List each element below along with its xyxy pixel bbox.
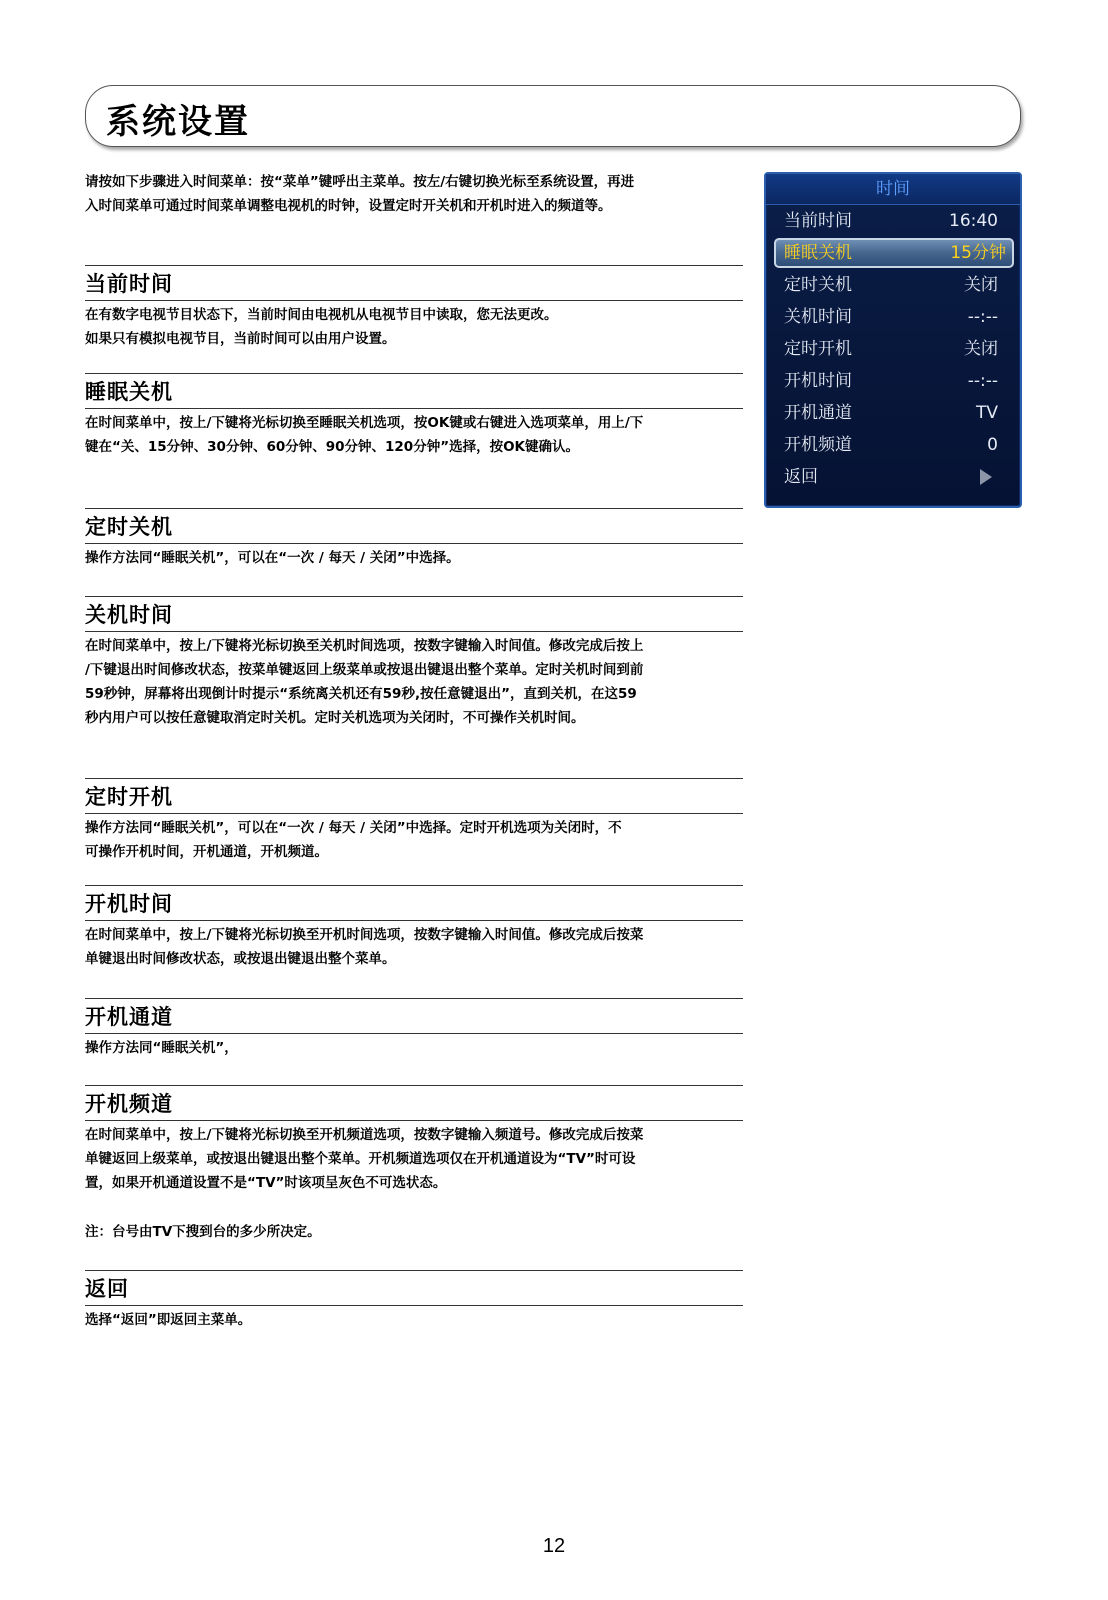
section-return	[85, 1270, 743, 1332]
section-timer-off	[85, 508, 743, 570]
section-line: /下键退出时间修改状态，按菜单键返回上级菜单或按退出键退出整个菜单。定时关机时间到前	[85, 662, 644, 678]
osd-row-value: 关闭	[964, 339, 998, 359]
section-heading: 开机通道	[85, 999, 743, 1034]
section-line: 选择“返回”即返回主菜单。	[85, 1312, 252, 1328]
osd-row-label: 返回	[784, 467, 818, 487]
osd-row-label: 定时关机	[784, 275, 852, 295]
osd-row-current-time	[774, 206, 1014, 236]
osd-row-off-time	[774, 302, 1014, 332]
section-line: 操作方法同“睡眠关机”，可以在“一次 / 每天 / 关闭”中选择。定时开机选项为关闭时，不	[85, 820, 622, 836]
note-text: 注：台号由TV下搜到台的多少所决定。	[85, 1224, 321, 1240]
page-title: 系统设置	[106, 102, 250, 142]
section-line: 单键退出时间修改状态，或按退出键退出整个菜单。	[85, 951, 396, 967]
osd-row-return	[774, 462, 1014, 492]
section-on-source	[85, 998, 743, 1060]
section-line: 在时间菜单中，按上/下键将光标切换至睡眠关机选项，按OK键或右键进入选项菜单，用上/下	[85, 415, 644, 431]
section-line: 键在“关、15分钟、30分钟、60分钟、90分钟、120分钟”选择，按OK键确认。	[85, 439, 580, 455]
osd-row-label: 开机时间	[784, 371, 852, 391]
osd-row-value: 15分钟	[950, 243, 1006, 263]
section-line: 可操作开机时间，开机通道，开机频道。	[85, 844, 328, 860]
section-on-channel	[85, 1085, 743, 1195]
section-current-time	[85, 265, 743, 351]
osd-row-value: 16:40	[949, 211, 998, 231]
section-line: 秒内用户可以按任意键取消定时关机。定时关机选项为关闭时，不可操作关机时间。	[85, 710, 585, 726]
section-heading: 开机频道	[85, 1086, 743, 1121]
osd-row-label: 开机通道	[784, 403, 852, 423]
section-heading: 睡眠关机	[85, 374, 743, 409]
osd-title: 时间	[766, 174, 1020, 205]
osd-row-label: 当前时间	[784, 211, 852, 231]
intro-line: 请按如下步骤进入时间菜单：按“菜单”键呼出主菜单。按左/右键切换光标至系统设置，再进	[85, 174, 635, 190]
osd-row-label: 关机时间	[784, 307, 852, 327]
section-line: 59秒钟，屏幕将出现倒计时提示“系统离关机还有59秒,按任意键退出”，直到关机，在这59	[85, 686, 637, 702]
osd-row-on-time	[774, 366, 1014, 396]
section-line: 在时间菜单中，按上/下键将光标切换至开机时间选项，按数字键输入时间值。修改完成后按菜	[85, 927, 644, 943]
section-line: 如果只有模拟电视节目，当前时间可以由用户设置。	[85, 331, 396, 347]
section-sleep-off	[85, 373, 743, 459]
section-heading: 当前时间	[85, 266, 743, 301]
section-line: 在时间菜单中，按上/下键将光标切换至关机时间选项，按数字键输入时间值。修改完成后按上	[85, 638, 644, 654]
section-heading: 关机时间	[85, 597, 743, 632]
section-heading: 返回	[85, 1271, 743, 1306]
section-line: 在有数字电视节目状态下，当前时间由电视机从电视节目中读取，您无法更改。	[85, 307, 558, 323]
intro-line: 入时间菜单可通过时间菜单调整电视机的时钟，设置定时开关机和开机时进入的频道等。	[85, 198, 612, 214]
osd-row-value: --:--	[967, 307, 998, 327]
osd-row-value: TV	[975, 403, 998, 423]
osd-row-label: 睡眠关机	[784, 243, 852, 263]
section-on-time	[85, 885, 743, 971]
osd-row-timer-off	[774, 270, 1014, 300]
osd-row-on-source	[774, 398, 1014, 428]
section-line: 置，如果开机通道设置不是“TV”时该项呈灰色不可选状态。	[85, 1175, 447, 1191]
osd-row-label: 开机频道	[784, 435, 852, 455]
section-heading: 定时开机	[85, 779, 743, 814]
section-line: 操作方法同“睡眠关机”，可以在“一次 / 每天 / 关闭”中选择。	[85, 550, 460, 566]
section-line: 在时间菜单中，按上/下键将光标切换至开机频道选项，按数字键输入频道号。修改完成后按菜	[85, 1127, 644, 1143]
osd-row-value: --:--	[967, 371, 998, 391]
osd-row-timer-on	[774, 334, 1014, 364]
osd-row-label: 定时开机	[784, 339, 852, 359]
section-line: 操作方法同“睡眠关机”，	[85, 1040, 238, 1056]
section-heading: 开机时间	[85, 886, 743, 921]
title-box	[85, 85, 1021, 147]
osd-row-sleep-off	[774, 238, 1014, 268]
osd-row-value: 关闭	[964, 275, 998, 295]
section-heading: 定时关机	[85, 509, 743, 544]
section-line: 单键返回上级菜单，或按退出键退出整个菜单。开机频道选项仅在开机通道设为“TV”时可设	[85, 1151, 636, 1167]
page-number: 12	[542, 1535, 566, 1557]
osd-row-value: 0	[987, 435, 998, 455]
section-timer-on	[85, 778, 743, 864]
intro-paragraph	[85, 170, 750, 218]
time-menu-osd	[764, 172, 1022, 508]
section-off-time	[85, 596, 743, 730]
play-arrow-icon	[980, 469, 992, 485]
osd-row-on-channel	[774, 430, 1014, 460]
